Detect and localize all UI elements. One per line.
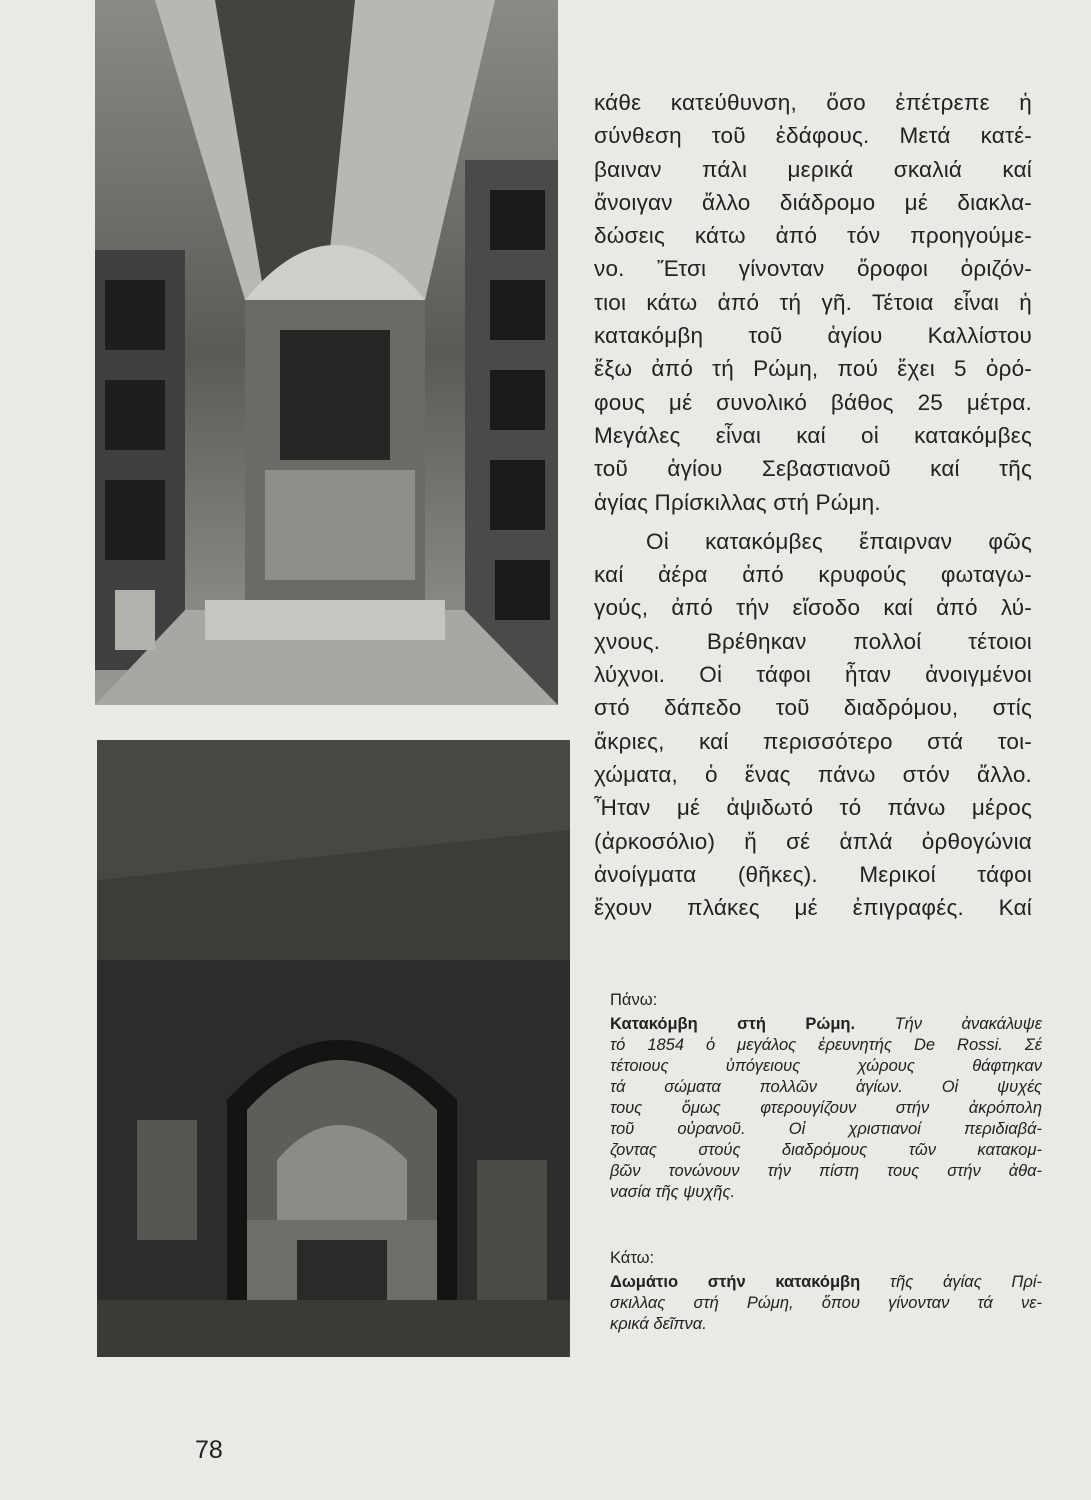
caption-bottom — [610, 1248, 1042, 1335]
caption-line: νασία τῆς ψυχῆς. — [610, 1183, 736, 1201]
text-line: νο. Ἔτσι γίνονταν ὄροφοι ὁριζόν- — [594, 256, 1032, 282]
text-line: στό δάπεδο τοῦ διαδρόμου, στίς — [594, 695, 1032, 721]
caption-line: τά σώματα πολλῶν ἁγίων. Οἱ ψυχές — [610, 1078, 1042, 1096]
text-line: δώσεις κάτω ἀπό τόν προηγούμε- — [594, 223, 1032, 249]
text-line: φους μέ συνολικό βάθος 25 μέτρα. — [594, 389, 1032, 415]
text-line: χνους. Βρέθηκαν πολλοί τέτοιοι — [594, 628, 1032, 654]
text-line: χώματα, ὁ ἕνας πάνω στόν ἄλλο. — [594, 761, 1032, 787]
text-line: τοῦ ἁγίου Σεβαστιανοῦ καί τῆς — [594, 456, 1032, 482]
caption-line — [610, 1272, 1042, 1293]
photo-priscilla-chamber-image — [97, 740, 570, 1357]
caption-bottom-first-rest: τῆς ἁγίας Πρί- — [860, 1273, 1042, 1291]
text-line: ἄνοιγαν ἄλλο διάδρομο μέ διακλα- — [594, 189, 1032, 215]
caption-bottom-title: Δωμάτιο στήν κατακόμβη — [610, 1273, 861, 1291]
photo-priscilla-chamber — [97, 740, 570, 1357]
text-line: (ἀρκοσόλιο) ἤ σέ ἁπλά ὀρθογώνια — [594, 828, 1032, 854]
text-line: Οἱ κατακόμβες ἔπαιρναν φῶς — [646, 528, 1032, 554]
text-line: γούς, ἀπό τήν εἴσοδο καί ἀπό λύ- — [594, 595, 1032, 621]
photo-catacomb-rome-image — [95, 0, 558, 705]
caption-line: τους ὅμως φτερουγίζουν στήν ἀκρόπολη — [610, 1099, 1042, 1117]
text-line: ἄκριες, καί περισσότερο στά τοι- — [594, 728, 1032, 754]
text-line: τιοι κάτω ἀπό τή γῆ. Τέτοια εἶναι ἡ — [594, 289, 1032, 315]
text-line: βαιναν πάλι μερικά σκαλιά καί — [594, 156, 1032, 182]
text-line: Ἦταν μέ ἀψιδωτό τό πάνω μέρος — [594, 795, 1032, 821]
caption-line: ζοντας στούς διαδρόμους τῶν κατακομ- — [610, 1141, 1042, 1159]
page-number: 78 — [195, 1436, 223, 1464]
text-line: λύχνοι. Οἱ τάφοι ἦταν ἀνοιγμένοι — [594, 662, 1032, 688]
caption-top-heading: Πάνω: — [610, 991, 658, 1009]
caption-top-first-rest: Τήν ἀνακάλυψε — [855, 1015, 1042, 1033]
text-line: ἀνοίγματα (θῆκες). Μερικοί τάφοι — [594, 861, 1032, 887]
caption-line — [610, 1014, 1042, 1035]
caption-top — [610, 990, 1042, 1203]
caption-top-title: Κατακόμβη στή Ρώμη. — [610, 1015, 856, 1033]
text-line: καί ἀέρα ἀπό κρυφούς φωταγω- — [594, 562, 1032, 588]
caption-line: κρικά δεῖπνα. — [610, 1315, 707, 1333]
photo-catacomb-rome — [95, 0, 558, 705]
caption-line: βῶν τονώνουν τήν πίστη τους στήν ἀθα- — [610, 1162, 1042, 1180]
caption-line: τοῦ οὐρανοῦ. Οἱ χριστιανοί περιδιαβά- — [610, 1120, 1042, 1138]
text-line: ἔξω ἀπό τή Ρώμη, πού ἔχει 5 ὀρό- — [594, 356, 1032, 382]
body-text — [594, 86, 1032, 924]
text-line: Μεγάλες εἶναι καί οἱ κατακόμβες — [594, 422, 1032, 448]
text-line: κάθε κατεύθυνση, ὅσο ἐπέτρεπε ἡ — [594, 90, 1032, 115]
caption-bottom-heading: Κάτω: — [610, 1249, 655, 1267]
caption-line: σκιλλας στή Ρώμη, ὅπου γίνονταν τά νε- — [610, 1294, 1042, 1312]
text-line: κατακόμβη τοῦ ἁγίου Καλλίστου — [594, 323, 1032, 349]
text-line: σύνθεση τοῦ ἐδάφους. Μετά κατέ- — [594, 123, 1032, 149]
caption-line: τέτοιους ὑπόγειους χώρους θάφτηκαν — [610, 1057, 1042, 1075]
caption-line: τό 1854 ὁ μεγάλος ἐρευνητής De Rossi. Σέ — [610, 1036, 1042, 1054]
text-line: ἔχουν πλάκες μέ ἐπιγραφές. Καί — [594, 895, 1032, 921]
text-line: ἁγίας Πρίσκιλλας στή Ρώμη. — [594, 489, 881, 515]
